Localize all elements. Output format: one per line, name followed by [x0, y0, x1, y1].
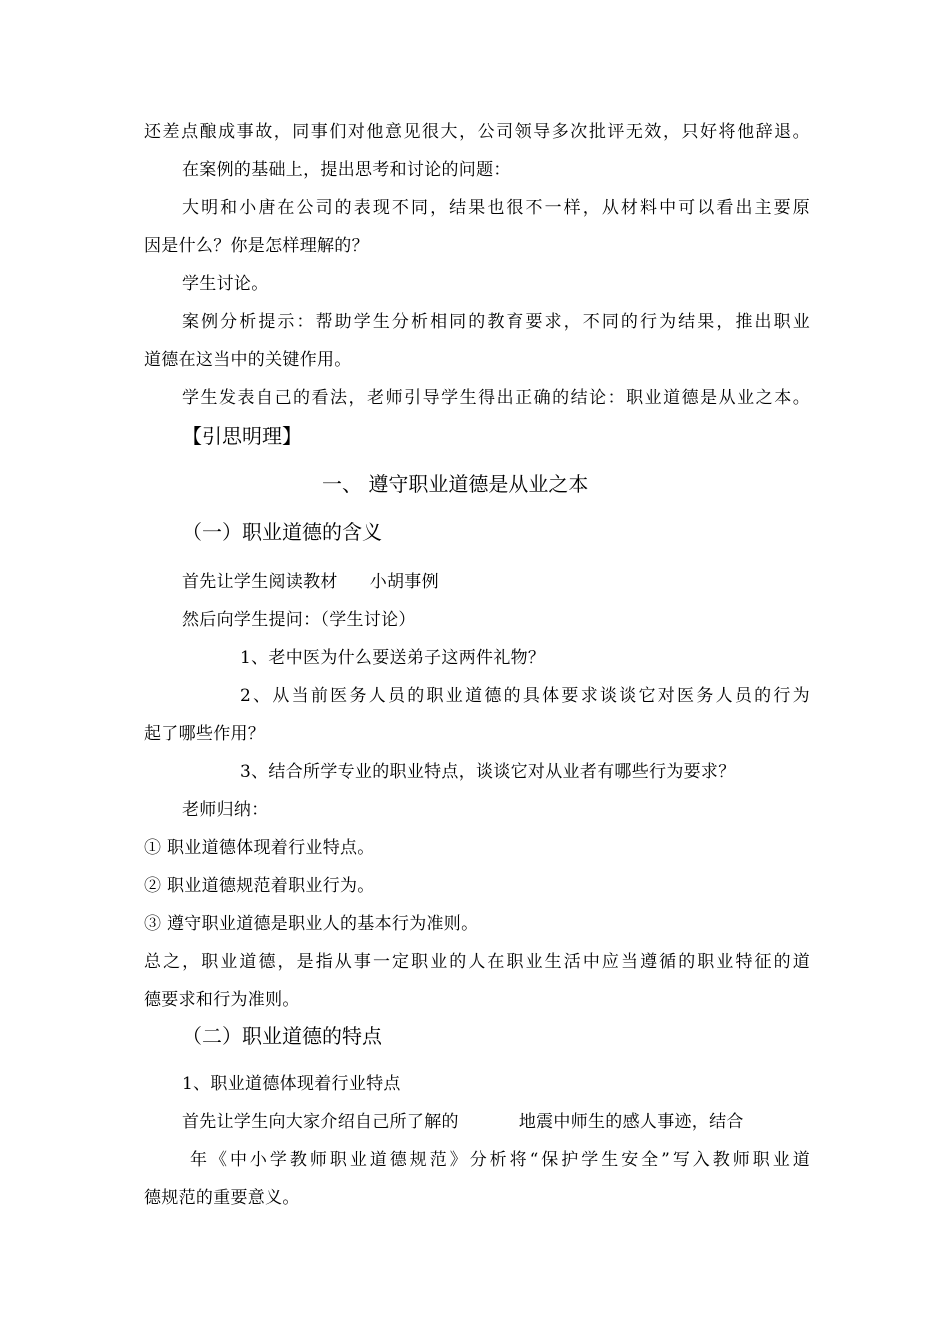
question-item-continued: 起了哪些作用？ — [144, 724, 266, 744]
paragraph-line: 大明和小唐在公司的表现不同，结果也很不一样，从材料中可以看出主要原 — [182, 198, 810, 218]
summary-label: 老师归纳： — [182, 800, 269, 820]
paragraph-line: 学生讨论。 — [182, 274, 269, 294]
reading-prefix: 首先让学生阅读教材 — [182, 572, 338, 592]
feature-heading: 1、职业道德体现着行业特点 — [182, 1074, 401, 1094]
question-intro: 然后向学生提问：（学生讨论） — [182, 610, 416, 630]
paragraph-line: 学生发表自己的看法，老师引导学生得出正确的结论：职业道德是从业之本。 — [182, 388, 810, 408]
paragraph-line: 道德在这当中的关键作用。 — [144, 350, 352, 370]
question-item: 3、结合所学专业的职业特点，谈谈它对从业者有哪些行为要求？ — [240, 762, 736, 782]
conclusion-line: 总之，职业道德，是指从事一定职业的人在职业生活中应当遵循的职业特征的道 — [144, 952, 810, 972]
question-item: 2、从当前医务人员的职业道德的具体要求谈谈它对医务人员的行为 — [240, 686, 810, 706]
subheading-meaning: （一）职业道德的含义 — [182, 520, 382, 544]
summary-point: ② 职业道德规范着职业行为。 — [144, 876, 375, 896]
paragraph-line: 案例分析提示：帮助学生分析相同的教育要求，不同的行为结果，推出职业 — [182, 312, 810, 332]
final-text-a: 首先让学生向大家介绍自己所了解的 — [182, 1112, 459, 1132]
subheading-features: （二）职业道德的特点 — [182, 1024, 382, 1048]
paragraph-line: 还差点酿成事故，同事们对他意见很大，公司领导多次批评无效，只好将他辞退。 — [144, 122, 810, 142]
final-paragraph-line — [182, 1110, 810, 1134]
paragraph-line: 在案例的基础上，提出思考和讨论的问题： — [182, 160, 511, 180]
summary-point: ③ 遵守职业道德是职业人的基本行为准则。 — [144, 914, 479, 934]
summary-point: ① 职业道德体现着行业特点。 — [144, 838, 375, 858]
section-label: 【引思明理】 — [182, 424, 302, 448]
reading-instruction — [182, 570, 810, 594]
question-item: 1、老中医为什么要送弟子这两件礼物？ — [240, 648, 546, 668]
final-paragraph-line: 年《中小学教师职业道德规范》分析将“保护学生安全”写入教师职业道 — [190, 1150, 810, 1170]
section-heading: 一、 遵守职业道德是从业之本 — [322, 472, 589, 496]
final-paragraph-line: 德规范的重要意义。 — [144, 1188, 300, 1208]
conclusion-line: 德要求和行为准则。 — [144, 990, 300, 1010]
reading-case: 小胡事例 — [369, 572, 439, 592]
final-text-b: 地震中师生的感人事迹，结合 — [518, 1112, 744, 1132]
paragraph-line: 因是什么？你是怎样理解的？ — [144, 236, 369, 256]
